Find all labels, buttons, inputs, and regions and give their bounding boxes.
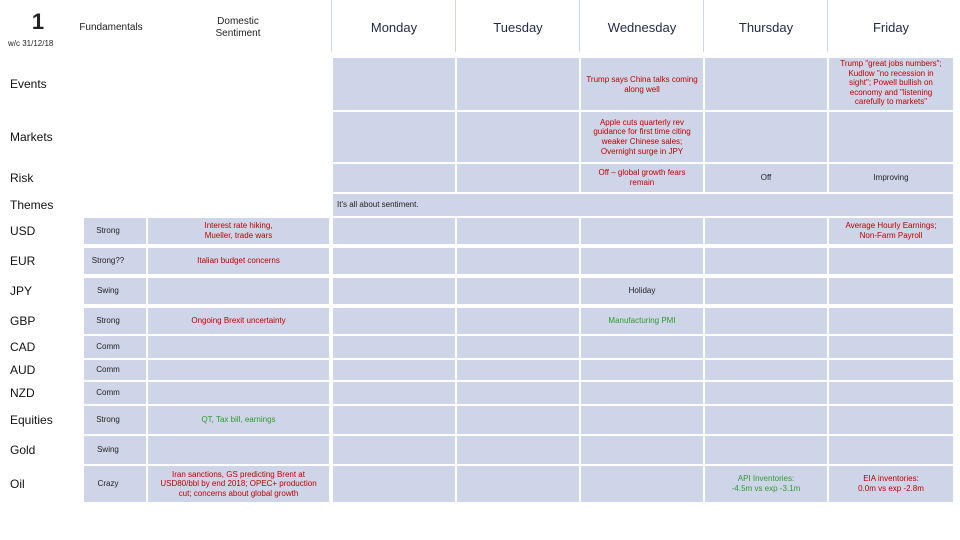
gbp-domestic: Ongoing Brexit uncertainty [191, 316, 286, 326]
eur-domestic: Italian budget concerns [197, 256, 280, 266]
cad-fundamentals: Comm [96, 342, 120, 352]
slide-number: 1 [31, 8, 45, 34]
row-label-gbp: GBP [10, 313, 36, 328]
equities-domestic: QT, Tax bill, earnings [201, 415, 276, 425]
nzd-fundamentals: Comm [96, 388, 120, 398]
markets-friday-cell [829, 112, 953, 162]
risk-tuesday-cell [457, 164, 579, 192]
jpy-wednesday-note: Holiday [628, 286, 656, 296]
usd-friday-note: Average Hourly Earnings; Non-Farm Payroll [845, 221, 937, 240]
usd-fundamentals: Strong [96, 226, 120, 236]
row-label-jpy: JPY [10, 283, 33, 298]
aud-fundamentals: Comm [96, 365, 120, 375]
risk-monday-cell [333, 164, 455, 192]
row-label-nzd: NZD [10, 385, 35, 400]
header-thursday: Thursday [738, 20, 794, 36]
themes-monday-note: It's all about sentiment. [337, 200, 419, 210]
row-label-cad: CAD [10, 339, 36, 354]
oil-domestic: Iran sanctions, GS predicting Brent at USD80/bbl by end 2018; OPEC+ production cut; concerns about global growth [160, 469, 317, 498]
risk-wednesday-note: Off – global growth fears remain [598, 168, 686, 187]
week-label: w/c 31/12/18 [8, 39, 54, 49]
eur-fundamentals: Strong?? [91, 256, 125, 266]
events-thursday-cell [705, 58, 827, 110]
oil-friday-note: EIA inventories: 0.0m vs exp -2.8m [858, 474, 924, 493]
gbp-wednesday-note: Manufacturing PMI [608, 316, 676, 326]
header-fundamentals: Fundamentals [79, 22, 143, 33]
events-monday-cell [333, 58, 455, 110]
oil-thursday-note: API Inventories: -4.5m vs exp -3.1m [731, 474, 801, 493]
row-label-oil: Oil [10, 476, 25, 491]
row-label-markets: Markets [10, 129, 53, 144]
row-label-equities: Equities [10, 412, 53, 427]
risk-thursday-note: Off [760, 173, 772, 183]
row-label-eur: EUR [10, 253, 36, 268]
row-label-risk: Risk [10, 170, 34, 185]
markets-wednesday-note: Apple cuts quarterly rev guidance for first time citing weaker Chinese sales; Overnight surge in JPY [593, 117, 691, 156]
gbp-fundamentals: Strong [96, 316, 120, 326]
risk-friday-note: Improving [873, 173, 909, 183]
header-domestic-sentiment: Domestic Sentiment [215, 16, 261, 39]
events-wednesday-note: Trump says China talks coming along well [586, 75, 698, 94]
markets-tuesday-cell [457, 112, 579, 162]
markets-monday-cell [333, 112, 455, 162]
header-monday: Monday [370, 20, 418, 36]
row-label-usd: USD [10, 223, 36, 238]
gold-fundamentals: Swing [97, 445, 119, 455]
row-label-themes: Themes [10, 197, 54, 212]
events-tuesday-cell [457, 58, 579, 110]
header-wednesday: Wednesday [607, 20, 677, 36]
oil-fundamentals: Crazy [97, 479, 119, 489]
row-label-aud: AUD [10, 362, 36, 377]
markets-thursday-cell [705, 112, 827, 162]
row-label-gold: Gold [10, 442, 36, 457]
header-tuesday: Tuesday [493, 20, 543, 36]
equities-fundamentals: Strong [96, 415, 120, 425]
events-friday-note: Trump "great jobs numbers"; Kudlow "no recession in sight"; Powell bullish on economy and "listening carefully to markets" [840, 59, 942, 107]
row-label-events: Events [10, 76, 47, 91]
usd-domestic: Interest rate hiking, Mueller, trade wars [204, 221, 273, 240]
jpy-fundamentals: Swing [97, 286, 119, 296]
header-friday: Friday [872, 20, 910, 36]
